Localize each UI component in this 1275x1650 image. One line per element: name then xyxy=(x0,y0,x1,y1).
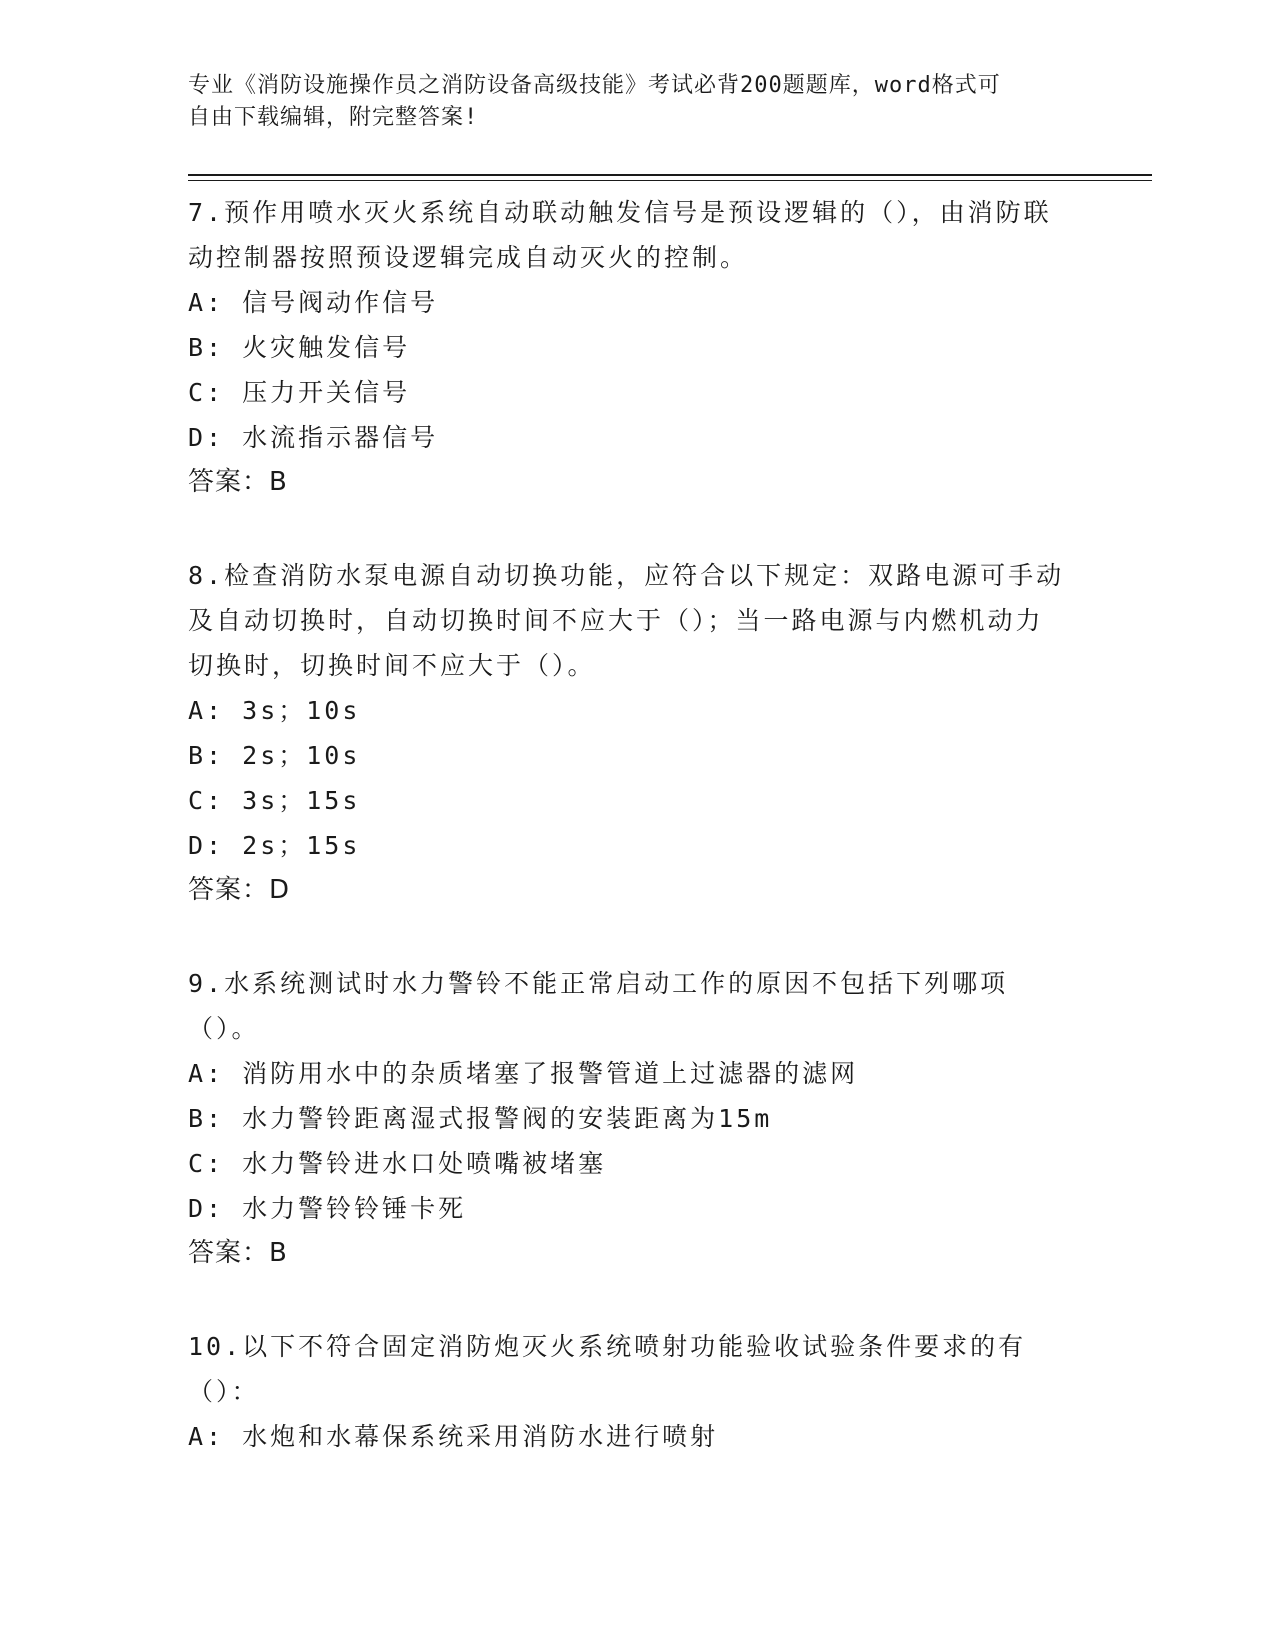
option-a: A: 3s；10s xyxy=(188,696,361,725)
question-stem: 10.以下不符合固定消防炮灭火系统喷射功能验收试验条件要求的有（）： xyxy=(188,1332,1027,1406)
answer-text: 答案：B xyxy=(188,1238,288,1268)
option-a: A: 消防用水中的杂质堵塞了报警管道上过滤器的滤网 xyxy=(188,1059,859,1088)
header-line-1: 专业《消防设施操作员之消防设备高级技能》考试必背200题题库，word格式可 xyxy=(188,73,1001,98)
question-stem: 7.预作用喷水灭火系统自动联动触发信号是预设逻辑的（），由消防联动控制器按照预设逻辑完成自动灭火的控制。 xyxy=(188,198,1052,272)
question-stem: 8.检查消防水泵电源自动切换功能，应符合以下规定：双路电源可手动及自动切换时，自动切换时间不应大于（）；当一路电源与内燃机动力切换时，切换时间不应大于（）。 xyxy=(188,561,1065,680)
option-a: A: 信号阀动作信号 xyxy=(188,288,439,317)
option-b: B: 水力警铃距离湿式报警阀的安装距离为15m xyxy=(188,1104,773,1133)
option-d: D: 2s；15s xyxy=(188,831,361,860)
option-a: A: 水炮和水幕保系统采用消防水进行喷射 xyxy=(188,1422,719,1451)
option-c: C: 水力警铃进水口处喷嘴被堵塞 xyxy=(188,1149,607,1178)
question-9 xyxy=(188,961,1068,1275)
question-7 xyxy=(188,190,1068,504)
answer-text: 答案：D xyxy=(188,875,291,905)
header-divider-thick xyxy=(188,174,1152,176)
document-header xyxy=(188,70,1068,134)
answer-text: 答案：B xyxy=(188,467,288,497)
question-8 xyxy=(188,553,1068,912)
option-c: C: 3s；15s xyxy=(188,786,361,815)
option-b: B: 火灾触发信号 xyxy=(188,333,411,362)
option-d: D: 水力警铃铃锤卡死 xyxy=(188,1194,467,1223)
header-divider-thin xyxy=(188,180,1152,181)
question-stem: 9.水系统测试时水力警铃不能正常启动工作的原因不包括下列哪项（）。 xyxy=(188,969,1009,1043)
option-b: B: 2s；10s xyxy=(188,741,361,770)
header-line-2: 自由下载编辑，附完整答案! xyxy=(188,105,479,130)
option-d: D: 水流指示器信号 xyxy=(188,423,439,452)
question-10 xyxy=(188,1324,1068,1459)
question-list xyxy=(188,190,1068,1508)
option-c: C: 压力开关信号 xyxy=(188,378,411,407)
